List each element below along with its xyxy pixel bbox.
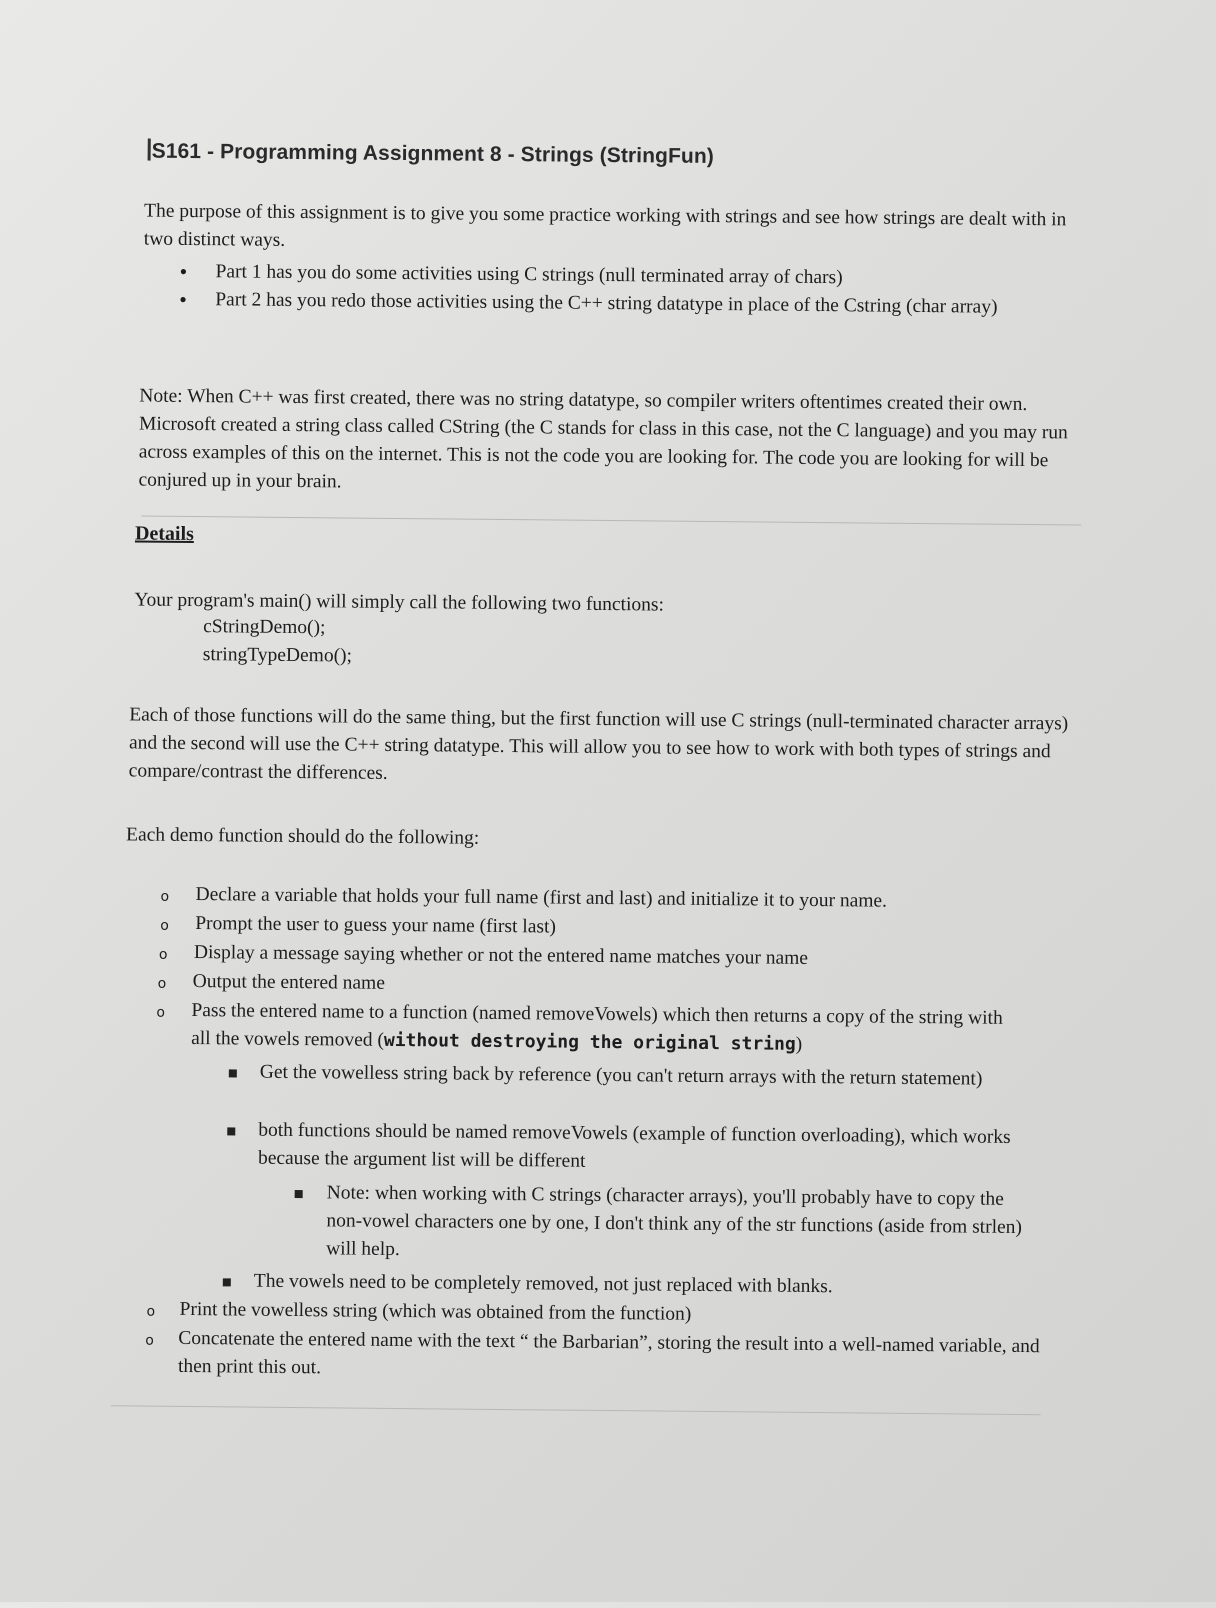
step-text: Pass the entered name to a function (named removeVowels) which then returns a copy of the string with all the vowels removed ( — [191, 1000, 1003, 1051]
list-item — [191, 997, 1021, 1061]
details-heading: Details — [134, 522, 195, 546]
intro-paragraph: The purpose of this assignment is to give you some practice working with strings and see how strings are dealt with in two distinct ways. — [143, 200, 1067, 251]
list-item: Print the vowelless string (which was obtained from the function) — [179, 1298, 692, 1325]
list-item: Concatenate the entered name with the text “ the Barbarian”, storing the result into a well-named variable, and then print this out. — [177, 1327, 1040, 1379]
note-paragraph: Note: When C++ was first created, there was no string datatype, so compiler writers oftentimes created their own. Microsoft created a string class called CString (the C stands for class in this case, not the C language) and you may run across examples of this on the internet. This is not the code you are looking for. The code you are looking for will be conjured up in your brain. — [138, 385, 1068, 493]
list-marker-circle: o — [160, 917, 169, 934]
emphasis-text: without destroying the original string — [383, 1029, 796, 1055]
list-item: The vowels need to be completely removed, not just replaced with blanks. — [253, 1270, 833, 1298]
list-marker-circle: o — [145, 1332, 154, 1349]
list-item: both functions should be named removeVowels (example of function overloading), which works because the argument list will be different — [257, 1119, 1011, 1172]
function-call-stringtype: stringTypeDemo(); — [202, 644, 353, 667]
list-marker-circle: o — [156, 1004, 166, 1021]
list-item: Prompt the user to guess your name (first last) — [195, 913, 557, 938]
page-title — [148, 139, 714, 169]
list-item: Declare a variable that holds your full name (first and last) and initialize it to your name. — [195, 884, 888, 912]
divider — [141, 516, 1081, 526]
list-item: • Part 1 has you do some activities using C strings (null terminated array of chars) — [171, 258, 1071, 295]
list-marker-square — [295, 1190, 303, 1198]
explain-paragraph: Each of those functions will do the same thing, but the first function will use C strings (null-terminated character arrays) and the second will use the C++ string datatype. This will allow you to see how to work with both types of strings and compare/contrast the differences. — [128, 704, 1069, 784]
list-marker-circle: o — [146, 1303, 156, 1320]
list-item: Display a message saying whether or not the entered name matches your name — [193, 942, 809, 969]
list-marker-square — [229, 1069, 237, 1077]
list-marker-circle: o — [158, 946, 168, 963]
list-item: Get the vowelless string back by reference (you can't return arrays with the return statement) — [259, 1061, 983, 1090]
text-cursor-mark — [148, 139, 151, 161]
intro-bullet-list — [171, 258, 1071, 323]
title-text: S161 - Programming Assignment 8 - Strings (StringFun) — [151, 139, 715, 168]
demo-intro-text: Each demo function should do the following: — [126, 824, 480, 849]
list-item: • Part 2 has you redo those activities using the C++ string datatype in place of the Cstring (char array) — [171, 286, 1071, 323]
list-marker-square — [223, 1278, 231, 1286]
function-call-cstring: cStringDemo(); — [203, 616, 326, 639]
list-marker-circle: o — [160, 888, 170, 905]
list-item: Output the entered name — [192, 971, 386, 994]
list-item: Note: when working with C strings (character arrays), you'll probably have to copy the non-vowel characters one by one, I don't think any of the str functions (aside from strlen) will help. — [326, 1182, 1023, 1261]
divider — [111, 1405, 1041, 1415]
list-marker-circle: o — [157, 975, 167, 992]
main-intro-text: Your program's main() will simply call the following two functions: — [134, 589, 665, 616]
list-marker-square — [227, 1127, 235, 1135]
step-text-end: ) — [795, 1033, 803, 1055]
